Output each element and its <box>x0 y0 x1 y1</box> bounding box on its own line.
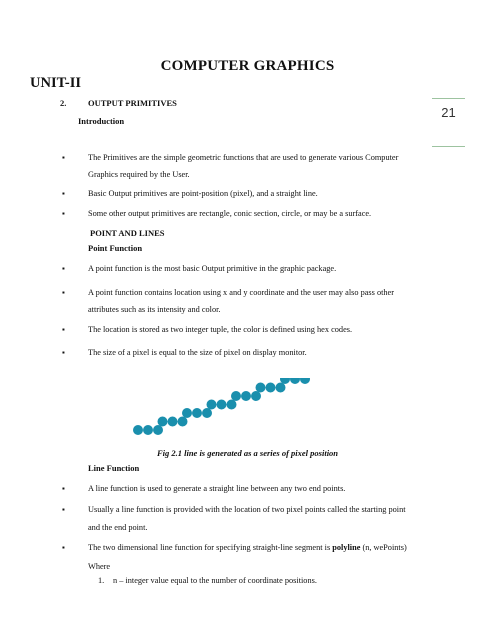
section-title: OUTPUT PRIMITIVES <box>88 98 177 108</box>
point-bullet-text-continued: attributes such as its intensity and color. <box>88 305 221 314</box>
page-number: 21 <box>441 105 456 120</box>
numbered-item-text: n – integer value equal to the number of coordinate positions. <box>113 576 317 585</box>
pixel-dot <box>266 383 276 393</box>
line-bullet-text <box>88 543 407 552</box>
polyline-sentence: The two dimensional line function for specifying straight-line segment is <box>88 543 331 552</box>
pixel-dot <box>227 400 237 410</box>
page-number-rule-top <box>432 98 465 99</box>
line-bullet-text: A line function is used to generate a straight line between any two end points. <box>88 484 346 493</box>
bullet-icon: ▪ <box>62 484 65 493</box>
pixel-dot <box>300 378 310 384</box>
line-bullet-text: Usually a line function is provided with the location of two pixel points called the starting point <box>88 505 406 514</box>
pixel-line-figure <box>128 378 328 440</box>
point-bullet-text: The location is stored as two integer tuple, the color is defined using hex codes. <box>88 325 353 334</box>
pixel-dot <box>290 378 300 384</box>
pixel-dot <box>276 383 286 393</box>
figure-caption: Fig 2.1 line is generated as a series of pixel position <box>156 448 339 458</box>
bullet-icon: ▪ <box>62 505 65 514</box>
polyline-args: (n, wePoints) <box>362 543 407 552</box>
pixel-dot <box>178 417 188 427</box>
pixel-dot <box>217 400 227 410</box>
pixel-dot <box>192 408 202 418</box>
intro-bullet-text-continued: Graphics required by the User. <box>88 170 190 179</box>
pixel-dot <box>143 425 153 435</box>
point-bullet-text: The size of a pixel is equal to the size of pixel on display monitor. <box>88 348 307 357</box>
pixel-dot <box>133 425 143 435</box>
bullet-icon: ▪ <box>62 264 65 273</box>
numbered-item-number: 1. <box>98 576 105 585</box>
bullet-icon: ▪ <box>62 189 65 198</box>
line-function-heading: Line Function <box>88 463 140 473</box>
point-and-lines-heading: POINT AND LINES <box>90 228 165 238</box>
pixel-dot <box>241 391 251 401</box>
bullet-icon: ▪ <box>62 348 65 357</box>
point-function-heading: Point Function <box>88 243 143 253</box>
pixel-dot <box>256 383 266 393</box>
pixel-dot <box>168 417 178 427</box>
pixel-dot <box>207 400 217 410</box>
bullet-icon: ▪ <box>62 543 65 552</box>
intro-bullet-text: The Primitives are the simple geometric functions that are used to generate various Computer <box>88 153 399 162</box>
section-number: 2. <box>60 98 67 108</box>
intro-bullet-text: Some other output primitives are rectangle, conic section, circle, or may be a surface. <box>88 209 372 218</box>
unit-heading: UNIT-II <box>30 75 82 91</box>
where-label: Where <box>88 562 111 571</box>
bullet-icon: ▪ <box>62 209 65 218</box>
pixel-dot <box>251 391 261 401</box>
polyline-keyword: polyline <box>332 543 361 552</box>
line-bullet-text-continued: and the end point. <box>88 523 148 532</box>
point-bullet-text: A point function contains location using x and y coordinate and the user may also pass other <box>88 288 394 297</box>
bullet-icon: ▪ <box>62 325 65 334</box>
pixel-dot <box>231 391 241 401</box>
intro-bullet-text: Basic Output primitives are point-position (pixel), and a straight line. <box>88 189 318 198</box>
point-bullet-text: A point function is the most basic Output primitive in the graphic package. <box>88 264 337 273</box>
pixel-dot <box>153 425 163 435</box>
pixel-dot <box>182 408 192 418</box>
pixel-dot <box>158 417 168 427</box>
bullet-icon: ▪ <box>62 153 65 162</box>
introduction-heading: Introduction <box>78 116 125 126</box>
bullet-icon: ▪ <box>62 288 65 297</box>
page-number-rule-bottom <box>432 146 465 147</box>
pixel-dot <box>202 408 212 418</box>
document-title: COMPUTER GRAPHICS <box>160 58 335 74</box>
